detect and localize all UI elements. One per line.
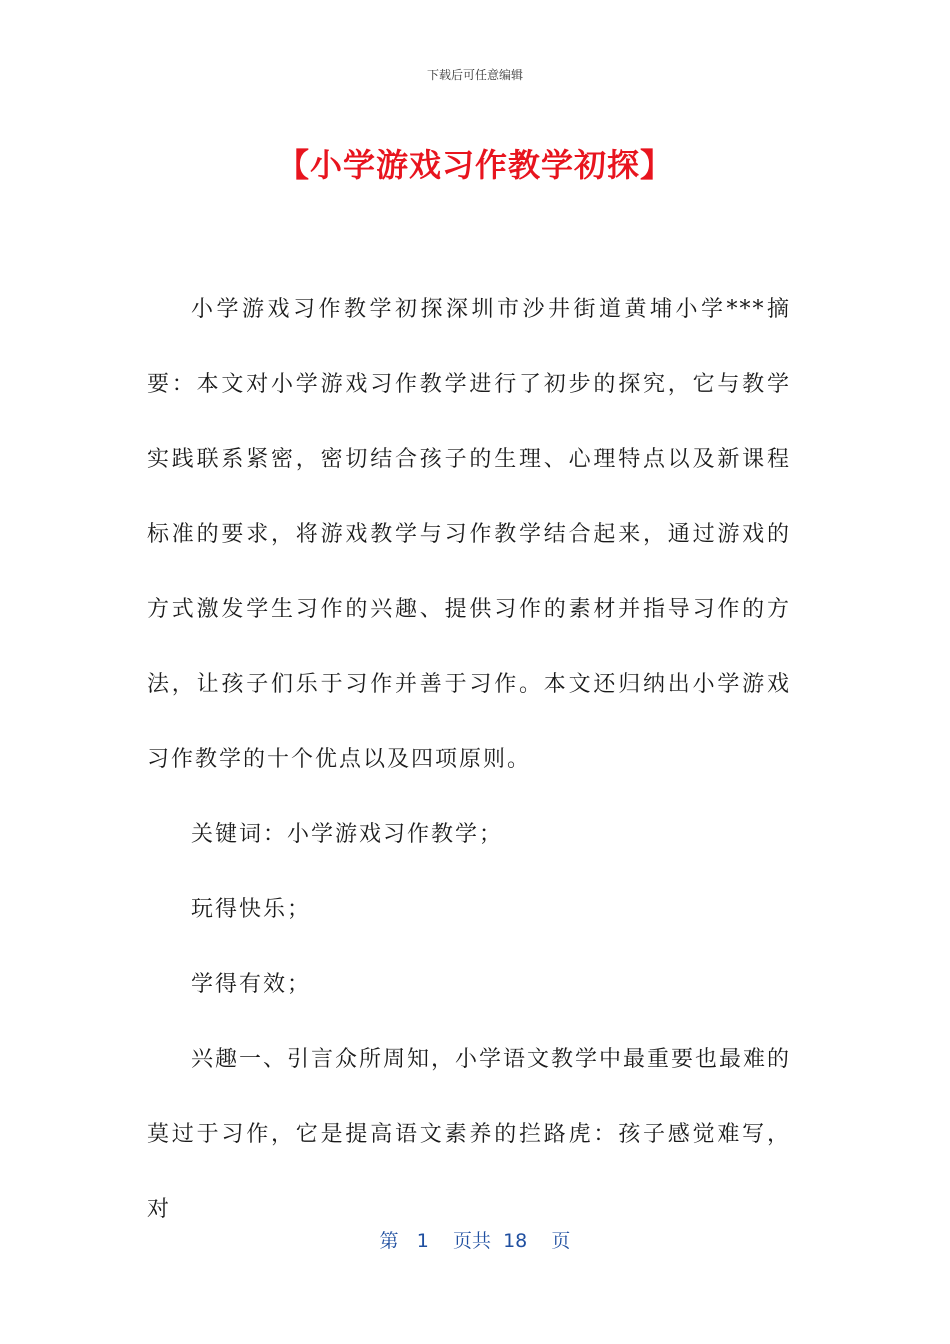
footer-current-page: 1 [416, 1230, 429, 1252]
footer-total-pages: 18 [503, 1230, 528, 1252]
document-body [147, 272, 791, 1247]
page-footer [0, 1226, 950, 1253]
footer-suffix: 页 [551, 1230, 571, 1252]
footer-middle: 页共 [452, 1230, 491, 1252]
paragraph-abstract: 小学游戏习作教学初探深圳市沙井街道黄埔小学***摘要：本文对小学游戏习作教学进行了初步的探究，它与教学实践联系紧密，密切结合孩子的生理、心理特点以及新课程标准的要求，将游戏教学与习作教学结合起来，通过游戏的方式激发学生习作的兴趣、提供习作的素材并指导习作的方法，让孩子们乐于习作并善于习作。本文还归纳出小学游戏习作教学的十个优点以及四项原则。 [147, 297, 791, 772]
paragraph-keyword-2: 玩得快乐； [191, 897, 312, 922]
footer-prefix: 第 [379, 1230, 399, 1252]
paragraph-introduction: 兴趣一、引言众所周知，小学语文教学中最重要也最难的莫过于习作，它是提高语文素养的拦路虎：孩子感觉难写，对 [147, 1047, 792, 1222]
document-title: 【小学游戏习作教学初探】 [276, 146, 673, 184]
paragraph-keywords: 关键词：小学游戏习作教学； [191, 822, 504, 847]
header-note: 下载后可任意编辑 [426, 68, 523, 82]
paragraph-keyword-3: 学得有效； [191, 972, 312, 997]
